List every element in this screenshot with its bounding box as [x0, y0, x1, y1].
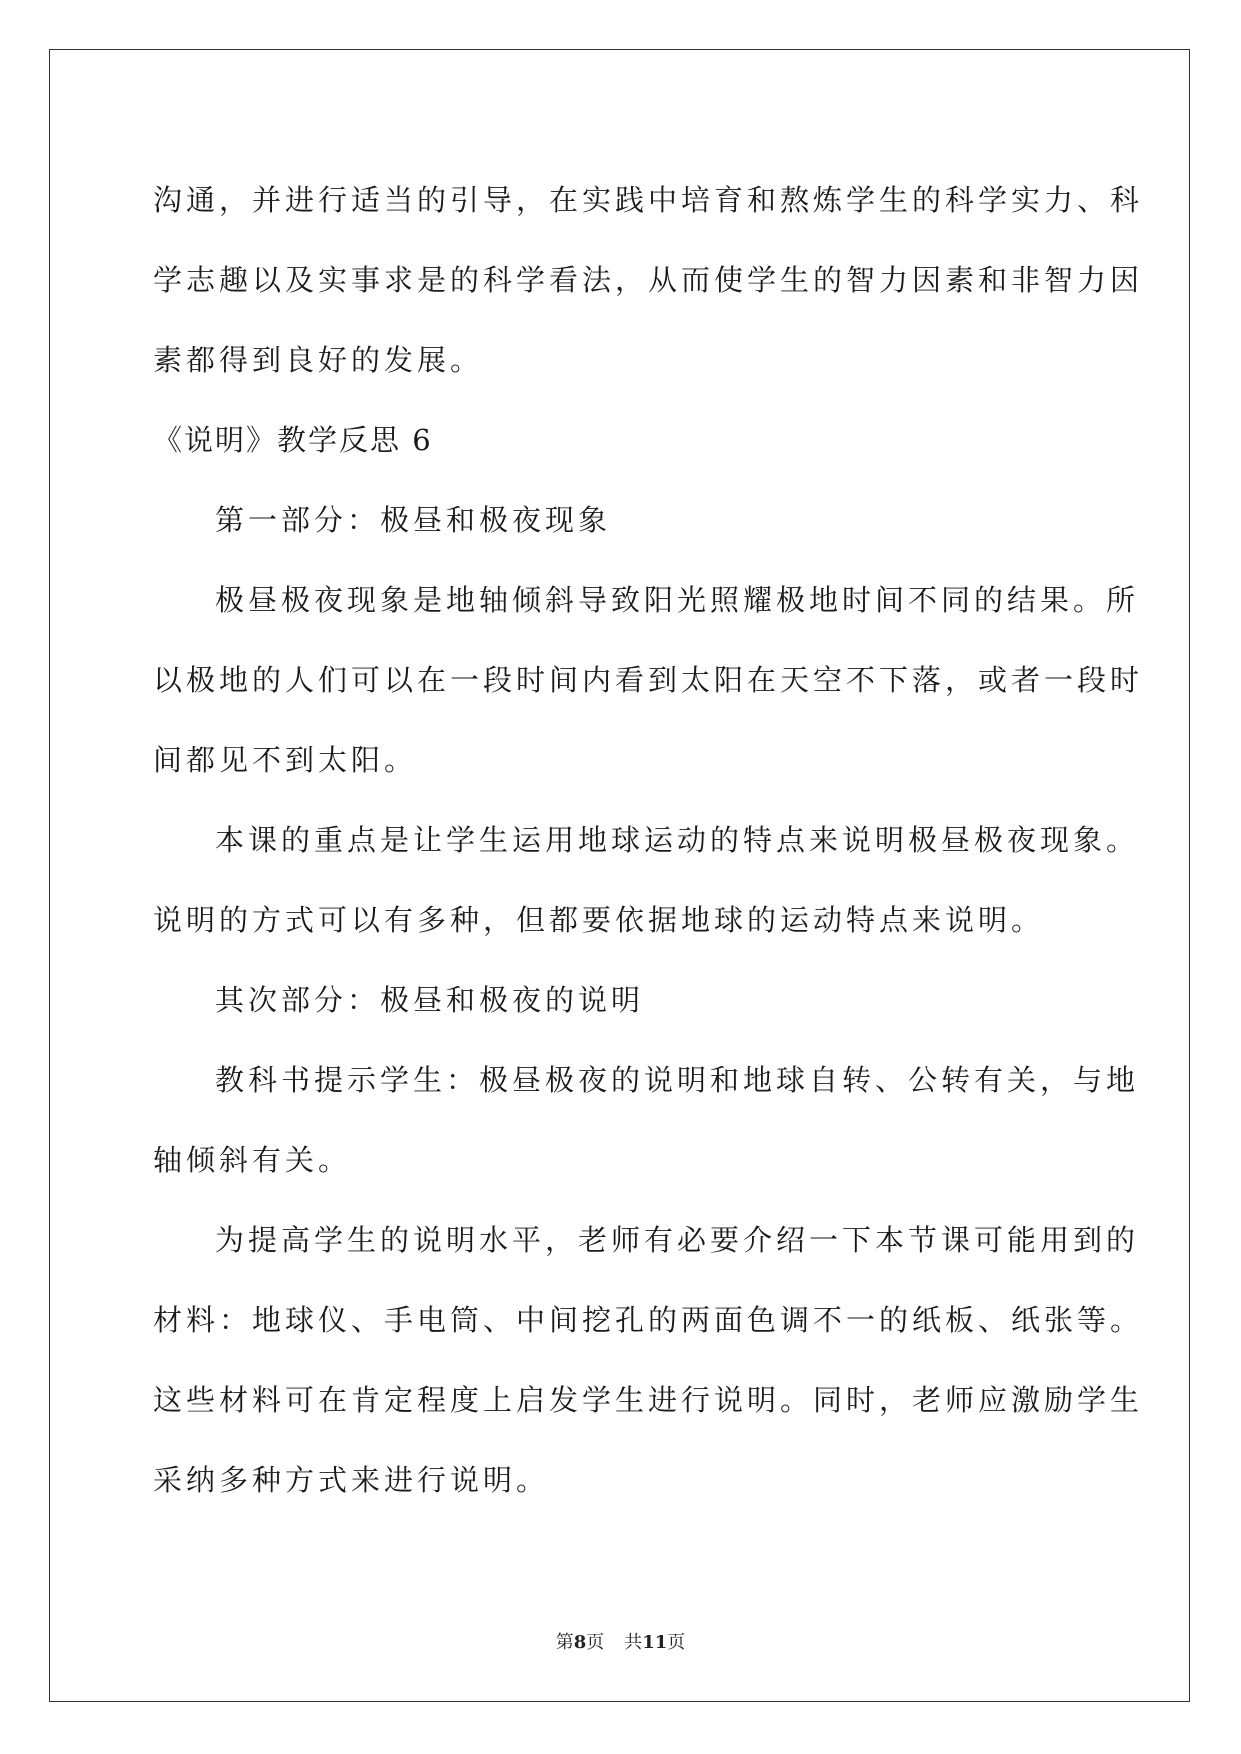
current-page-number: 8 [573, 1632, 587, 1653]
paragraph [153, 960, 1088, 1040]
footer-total-suffix: 页 [667, 1632, 686, 1653]
text-line: 学志趣以及实事求是的科学看法，从而使学生的智力因素和非智力因 [153, 263, 1144, 297]
text-line: 说明的方式可以有多种，但都要依据地球的运动特点来说明。 [153, 903, 1045, 937]
text-line: 轴倾斜有关。 [153, 1143, 352, 1177]
footer-prefix: 第 [555, 1632, 574, 1653]
text-line: 为提高学生的说明水平，老师有必要介绍一下本节课可能用到的 [215, 1223, 1140, 1257]
paragraph [153, 480, 1088, 560]
paragraph [153, 800, 1140, 960]
paragraph [153, 1200, 1144, 1520]
paragraph [153, 160, 1144, 400]
text-line: 间都见不到太阳。 [153, 743, 418, 777]
text-line: 采纳多种方式来进行说明。 [153, 1463, 550, 1497]
footer-total-prefix: 共 [624, 1632, 643, 1653]
text-line: 沟通，并进行适当的引导，在实践中培育和熬炼学生的科学实力、科 [153, 183, 1144, 217]
document-body [153, 160, 1144, 1520]
text-line: 材料：地球仪、手电筒、中间挖孔的两面色调不一的纸板、纸张等。 [153, 1303, 1144, 1337]
text-line: 第一部分：极昼和极夜现象 [215, 503, 612, 537]
text-line: 极昼极夜现象是地轴倾斜导致阳光照耀极地时间不同的结果。所 [215, 583, 1140, 617]
text-line: 素都得到良好的发展。 [153, 343, 484, 377]
page-footer [0, 1628, 1241, 1654]
paragraph [153, 560, 1144, 800]
total-page-number: 11 [642, 1632, 668, 1653]
text-line: 这些材料可在肯定程度上启发学生进行说明。同时，老师应激励学生 [153, 1383, 1144, 1417]
text-line: 《说明》教学反思 6 [153, 423, 433, 457]
section-heading [153, 400, 1088, 480]
text-line: 其次部分：极昼和极夜的说明 [215, 983, 645, 1017]
paragraph [153, 1040, 1140, 1200]
text-line: 以极地的人们可以在一段时间内看到太阳在天空不下落，或者一段时 [153, 663, 1144, 697]
footer-page-suffix: 页 [586, 1632, 605, 1653]
text-line: 教科书提示学生：极昼极夜的说明和地球自转、公转有关，与地 [215, 1063, 1140, 1097]
text-line: 本课的重点是让学生运用地球运动的特点来说明极昼极夜现象。 [215, 823, 1140, 857]
